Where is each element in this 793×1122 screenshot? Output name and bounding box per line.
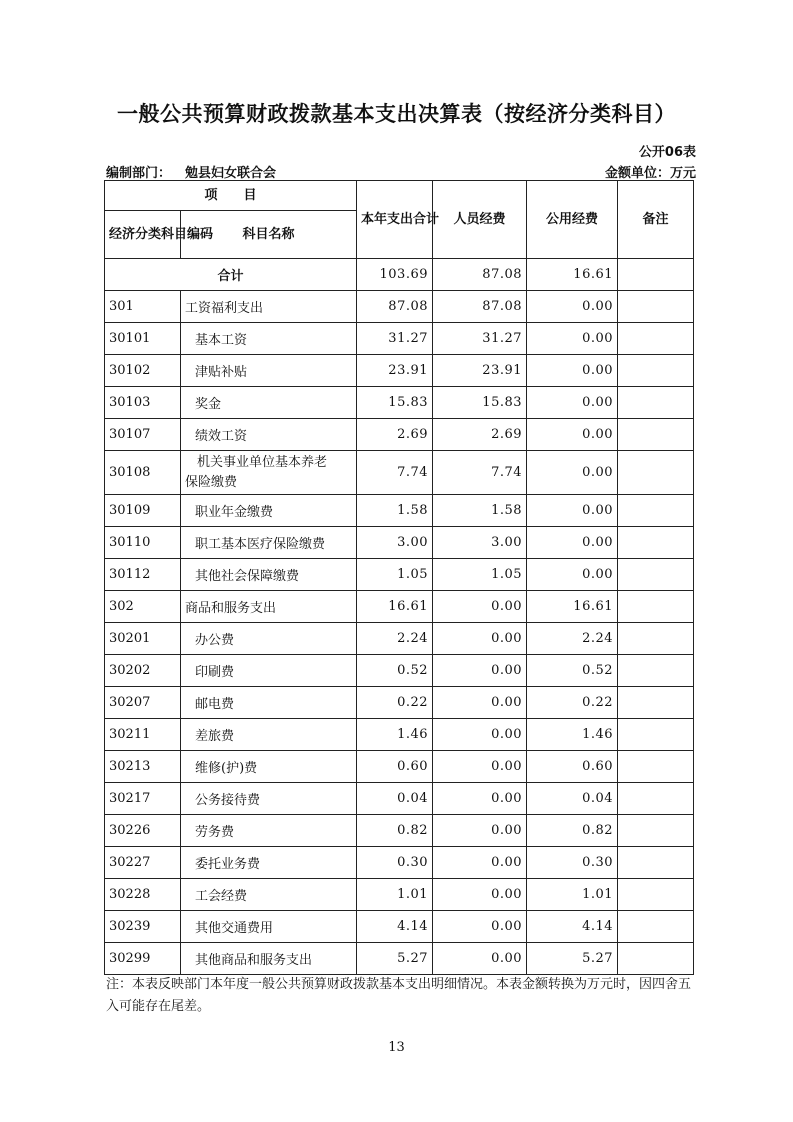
row-public: 0.22 bbox=[527, 687, 618, 719]
row-public: 0.00 bbox=[527, 419, 618, 451]
row-total: 1.46 bbox=[357, 719, 433, 751]
row-public: 1.01 bbox=[527, 879, 618, 911]
row-total: 0.30 bbox=[357, 847, 433, 879]
row-code: 30207 bbox=[105, 687, 181, 719]
total-remark bbox=[618, 259, 694, 291]
row-personnel: 7.74 bbox=[433, 451, 527, 495]
row-remark bbox=[618, 387, 694, 419]
department-name: 勉县妇女联合会 bbox=[185, 166, 277, 181]
table-row bbox=[105, 419, 694, 451]
row-remark bbox=[618, 323, 694, 355]
row-total: 23.91 bbox=[357, 355, 433, 387]
row-personnel: 0.00 bbox=[433, 687, 527, 719]
row-total: 0.82 bbox=[357, 815, 433, 847]
row-code: 30108 bbox=[105, 451, 181, 495]
row-name: 维修(护)费 bbox=[181, 751, 357, 783]
row-name-line1: 机关事业单位基本养老 bbox=[197, 454, 328, 470]
header-remark: 备注 bbox=[618, 181, 694, 259]
total-row bbox=[105, 259, 694, 291]
row-remark bbox=[618, 847, 694, 879]
row-public: 16.61 bbox=[527, 591, 618, 623]
row-public: 2.24 bbox=[527, 623, 618, 655]
department-label: 编制部门： bbox=[106, 166, 172, 181]
row-public: 0.04 bbox=[527, 783, 618, 815]
row-personnel: 0.00 bbox=[433, 783, 527, 815]
table-row bbox=[105, 847, 694, 879]
row-personnel: 31.27 bbox=[433, 323, 527, 355]
row-public: 0.00 bbox=[527, 291, 618, 323]
row-personnel: 23.91 bbox=[433, 355, 527, 387]
row-total: 2.69 bbox=[357, 419, 433, 451]
row-name: 津贴补贴 bbox=[181, 355, 357, 387]
row-personnel: 15.83 bbox=[433, 387, 527, 419]
row-name: 办公费 bbox=[181, 623, 357, 655]
expenditure-table bbox=[104, 180, 694, 975]
row-remark bbox=[618, 943, 694, 975]
row-code: 30226 bbox=[105, 815, 181, 847]
row-total: 5.27 bbox=[357, 943, 433, 975]
table-row bbox=[105, 495, 694, 527]
total-personnel: 87.08 bbox=[433, 259, 527, 291]
row-total: 1.01 bbox=[357, 879, 433, 911]
row-code: 30239 bbox=[105, 911, 181, 943]
row-personnel: 3.00 bbox=[433, 527, 527, 559]
row-code: 30109 bbox=[105, 495, 181, 527]
row-personnel: 1.58 bbox=[433, 495, 527, 527]
row-remark bbox=[618, 591, 694, 623]
row-code: 30101 bbox=[105, 323, 181, 355]
row-code: 30202 bbox=[105, 655, 181, 687]
table-row bbox=[105, 687, 694, 719]
row-total: 0.60 bbox=[357, 751, 433, 783]
footnote: 注：本表反映部门本年度一般公共预算财政拨款基本支出明细情况。本表金额转换为万元时，因四舍五入可能存在尾差。 bbox=[106, 977, 692, 1014]
total-public: 16.61 bbox=[527, 259, 618, 291]
row-public: 0.60 bbox=[527, 751, 618, 783]
row-public: 5.27 bbox=[527, 943, 618, 975]
row-code: 30213 bbox=[105, 751, 181, 783]
row-name: 职工基本医疗保险缴费 bbox=[181, 527, 357, 559]
row-public: 0.00 bbox=[527, 387, 618, 419]
row-total: 4.14 bbox=[357, 911, 433, 943]
row-name bbox=[181, 451, 357, 495]
row-total: 0.22 bbox=[357, 687, 433, 719]
row-code: 30227 bbox=[105, 847, 181, 879]
row-total: 87.08 bbox=[357, 291, 433, 323]
page-number: 13 bbox=[388, 1040, 405, 1055]
row-personnel: 0.00 bbox=[433, 847, 527, 879]
row-public: 0.00 bbox=[527, 527, 618, 559]
row-total: 7.74 bbox=[357, 451, 433, 495]
row-code: 30217 bbox=[105, 783, 181, 815]
row-remark bbox=[618, 623, 694, 655]
header-item: 项 目 bbox=[105, 181, 357, 211]
row-name: 其他社会保障缴费 bbox=[181, 559, 357, 591]
page-title: 一般公共预算财政拨款基本支出决算表（按经济分类科目） bbox=[117, 102, 676, 126]
row-personnel: 0.00 bbox=[433, 751, 527, 783]
header-personnel: 人员经费 bbox=[433, 181, 527, 259]
table-row bbox=[105, 623, 694, 655]
row-total: 0.52 bbox=[357, 655, 433, 687]
header-row-1 bbox=[105, 181, 694, 211]
row-name: 绩效工资 bbox=[181, 419, 357, 451]
table-row bbox=[105, 591, 694, 623]
table-row bbox=[105, 943, 694, 975]
department-line bbox=[106, 162, 276, 181]
row-name: 劳务费 bbox=[181, 815, 357, 847]
row-remark bbox=[618, 559, 694, 591]
row-personnel: 0.00 bbox=[433, 655, 527, 687]
total-label: 合计 bbox=[105, 259, 357, 291]
row-code: 30103 bbox=[105, 387, 181, 419]
row-personnel: 0.00 bbox=[433, 591, 527, 623]
row-personnel: 0.00 bbox=[433, 623, 527, 655]
row-name: 工资福利支出 bbox=[181, 291, 357, 323]
row-total: 2.24 bbox=[357, 623, 433, 655]
table-row bbox=[105, 655, 694, 687]
row-remark bbox=[618, 495, 694, 527]
row-name: 公务接待费 bbox=[181, 783, 357, 815]
row-name: 差旅费 bbox=[181, 719, 357, 751]
row-code: 30107 bbox=[105, 419, 181, 451]
row-remark bbox=[618, 751, 694, 783]
row-personnel: 1.05 bbox=[433, 559, 527, 591]
row-personnel: 87.08 bbox=[433, 291, 527, 323]
row-remark bbox=[618, 911, 694, 943]
row-personnel: 0.00 bbox=[433, 815, 527, 847]
table-row bbox=[105, 911, 694, 943]
row-name: 委托业务费 bbox=[181, 847, 357, 879]
row-name: 基本工资 bbox=[181, 323, 357, 355]
row-total: 3.00 bbox=[357, 527, 433, 559]
row-code: 301 bbox=[105, 291, 181, 323]
table-row bbox=[105, 751, 694, 783]
row-remark bbox=[618, 419, 694, 451]
row-name: 职业年金缴费 bbox=[181, 495, 357, 527]
row-public: 0.00 bbox=[527, 451, 618, 495]
row-code: 30201 bbox=[105, 623, 181, 655]
row-name: 邮电费 bbox=[181, 687, 357, 719]
table-row bbox=[105, 879, 694, 911]
row-total: 1.58 bbox=[357, 495, 433, 527]
row-personnel: 0.00 bbox=[433, 911, 527, 943]
table-row bbox=[105, 783, 694, 815]
row-personnel: 0.00 bbox=[433, 879, 527, 911]
row-remark bbox=[618, 451, 694, 495]
row-total: 16.61 bbox=[357, 591, 433, 623]
row-public: 0.52 bbox=[527, 655, 618, 687]
row-total: 0.04 bbox=[357, 783, 433, 815]
row-public: 0.00 bbox=[527, 495, 618, 527]
row-public: 0.82 bbox=[527, 815, 618, 847]
row-name: 其他商品和服务支出 bbox=[181, 943, 357, 975]
row-name-line2: 保险缴费 bbox=[185, 474, 238, 490]
table-row bbox=[105, 291, 694, 323]
row-name: 商品和服务支出 bbox=[181, 591, 357, 623]
row-code: 30228 bbox=[105, 879, 181, 911]
row-code: 302 bbox=[105, 591, 181, 623]
row-public: 1.46 bbox=[527, 719, 618, 751]
row-personnel: 2.69 bbox=[433, 419, 527, 451]
form-number: 公开06表 bbox=[638, 145, 696, 160]
row-personnel: 0.00 bbox=[433, 719, 527, 751]
row-code: 30102 bbox=[105, 355, 181, 387]
row-name: 奖金 bbox=[181, 387, 357, 419]
table-row bbox=[105, 527, 694, 559]
row-total: 31.27 bbox=[357, 323, 433, 355]
unit-label: 金额单位：万元 bbox=[604, 166, 696, 181]
table-row bbox=[105, 719, 694, 751]
row-remark bbox=[618, 355, 694, 387]
row-public: 0.00 bbox=[527, 323, 618, 355]
row-remark bbox=[618, 719, 694, 751]
row-name: 工会经费 bbox=[181, 879, 357, 911]
row-public: 0.00 bbox=[527, 355, 618, 387]
row-total: 1.05 bbox=[357, 559, 433, 591]
row-code: 30110 bbox=[105, 527, 181, 559]
row-code: 30112 bbox=[105, 559, 181, 591]
row-personnel: 0.00 bbox=[433, 943, 527, 975]
row-remark bbox=[618, 879, 694, 911]
table-row bbox=[105, 323, 694, 355]
row-remark bbox=[618, 815, 694, 847]
row-name: 其他交通费用 bbox=[181, 911, 357, 943]
row-name: 印刷费 bbox=[181, 655, 357, 687]
row-remark bbox=[618, 687, 694, 719]
row-remark bbox=[618, 783, 694, 815]
table-row bbox=[105, 559, 694, 591]
row-remark bbox=[618, 655, 694, 687]
header-econ-code: 经济分类科目编码 bbox=[105, 211, 181, 259]
header-public: 公用经费 bbox=[527, 181, 618, 259]
table-row bbox=[105, 815, 694, 847]
row-public: 4.14 bbox=[527, 911, 618, 943]
header-total: 本年支出合计 bbox=[357, 181, 433, 259]
row-total: 15.83 bbox=[357, 387, 433, 419]
row-public: 0.30 bbox=[527, 847, 618, 879]
row-public: 0.00 bbox=[527, 559, 618, 591]
header-subject-name: 科目名称 bbox=[181, 211, 357, 259]
table-row bbox=[105, 451, 694, 495]
row-remark bbox=[618, 291, 694, 323]
row-remark bbox=[618, 527, 694, 559]
table-row bbox=[105, 387, 694, 419]
row-code: 30211 bbox=[105, 719, 181, 751]
table-row bbox=[105, 355, 694, 387]
row-code: 30299 bbox=[105, 943, 181, 975]
total-amount: 103.69 bbox=[357, 259, 433, 291]
